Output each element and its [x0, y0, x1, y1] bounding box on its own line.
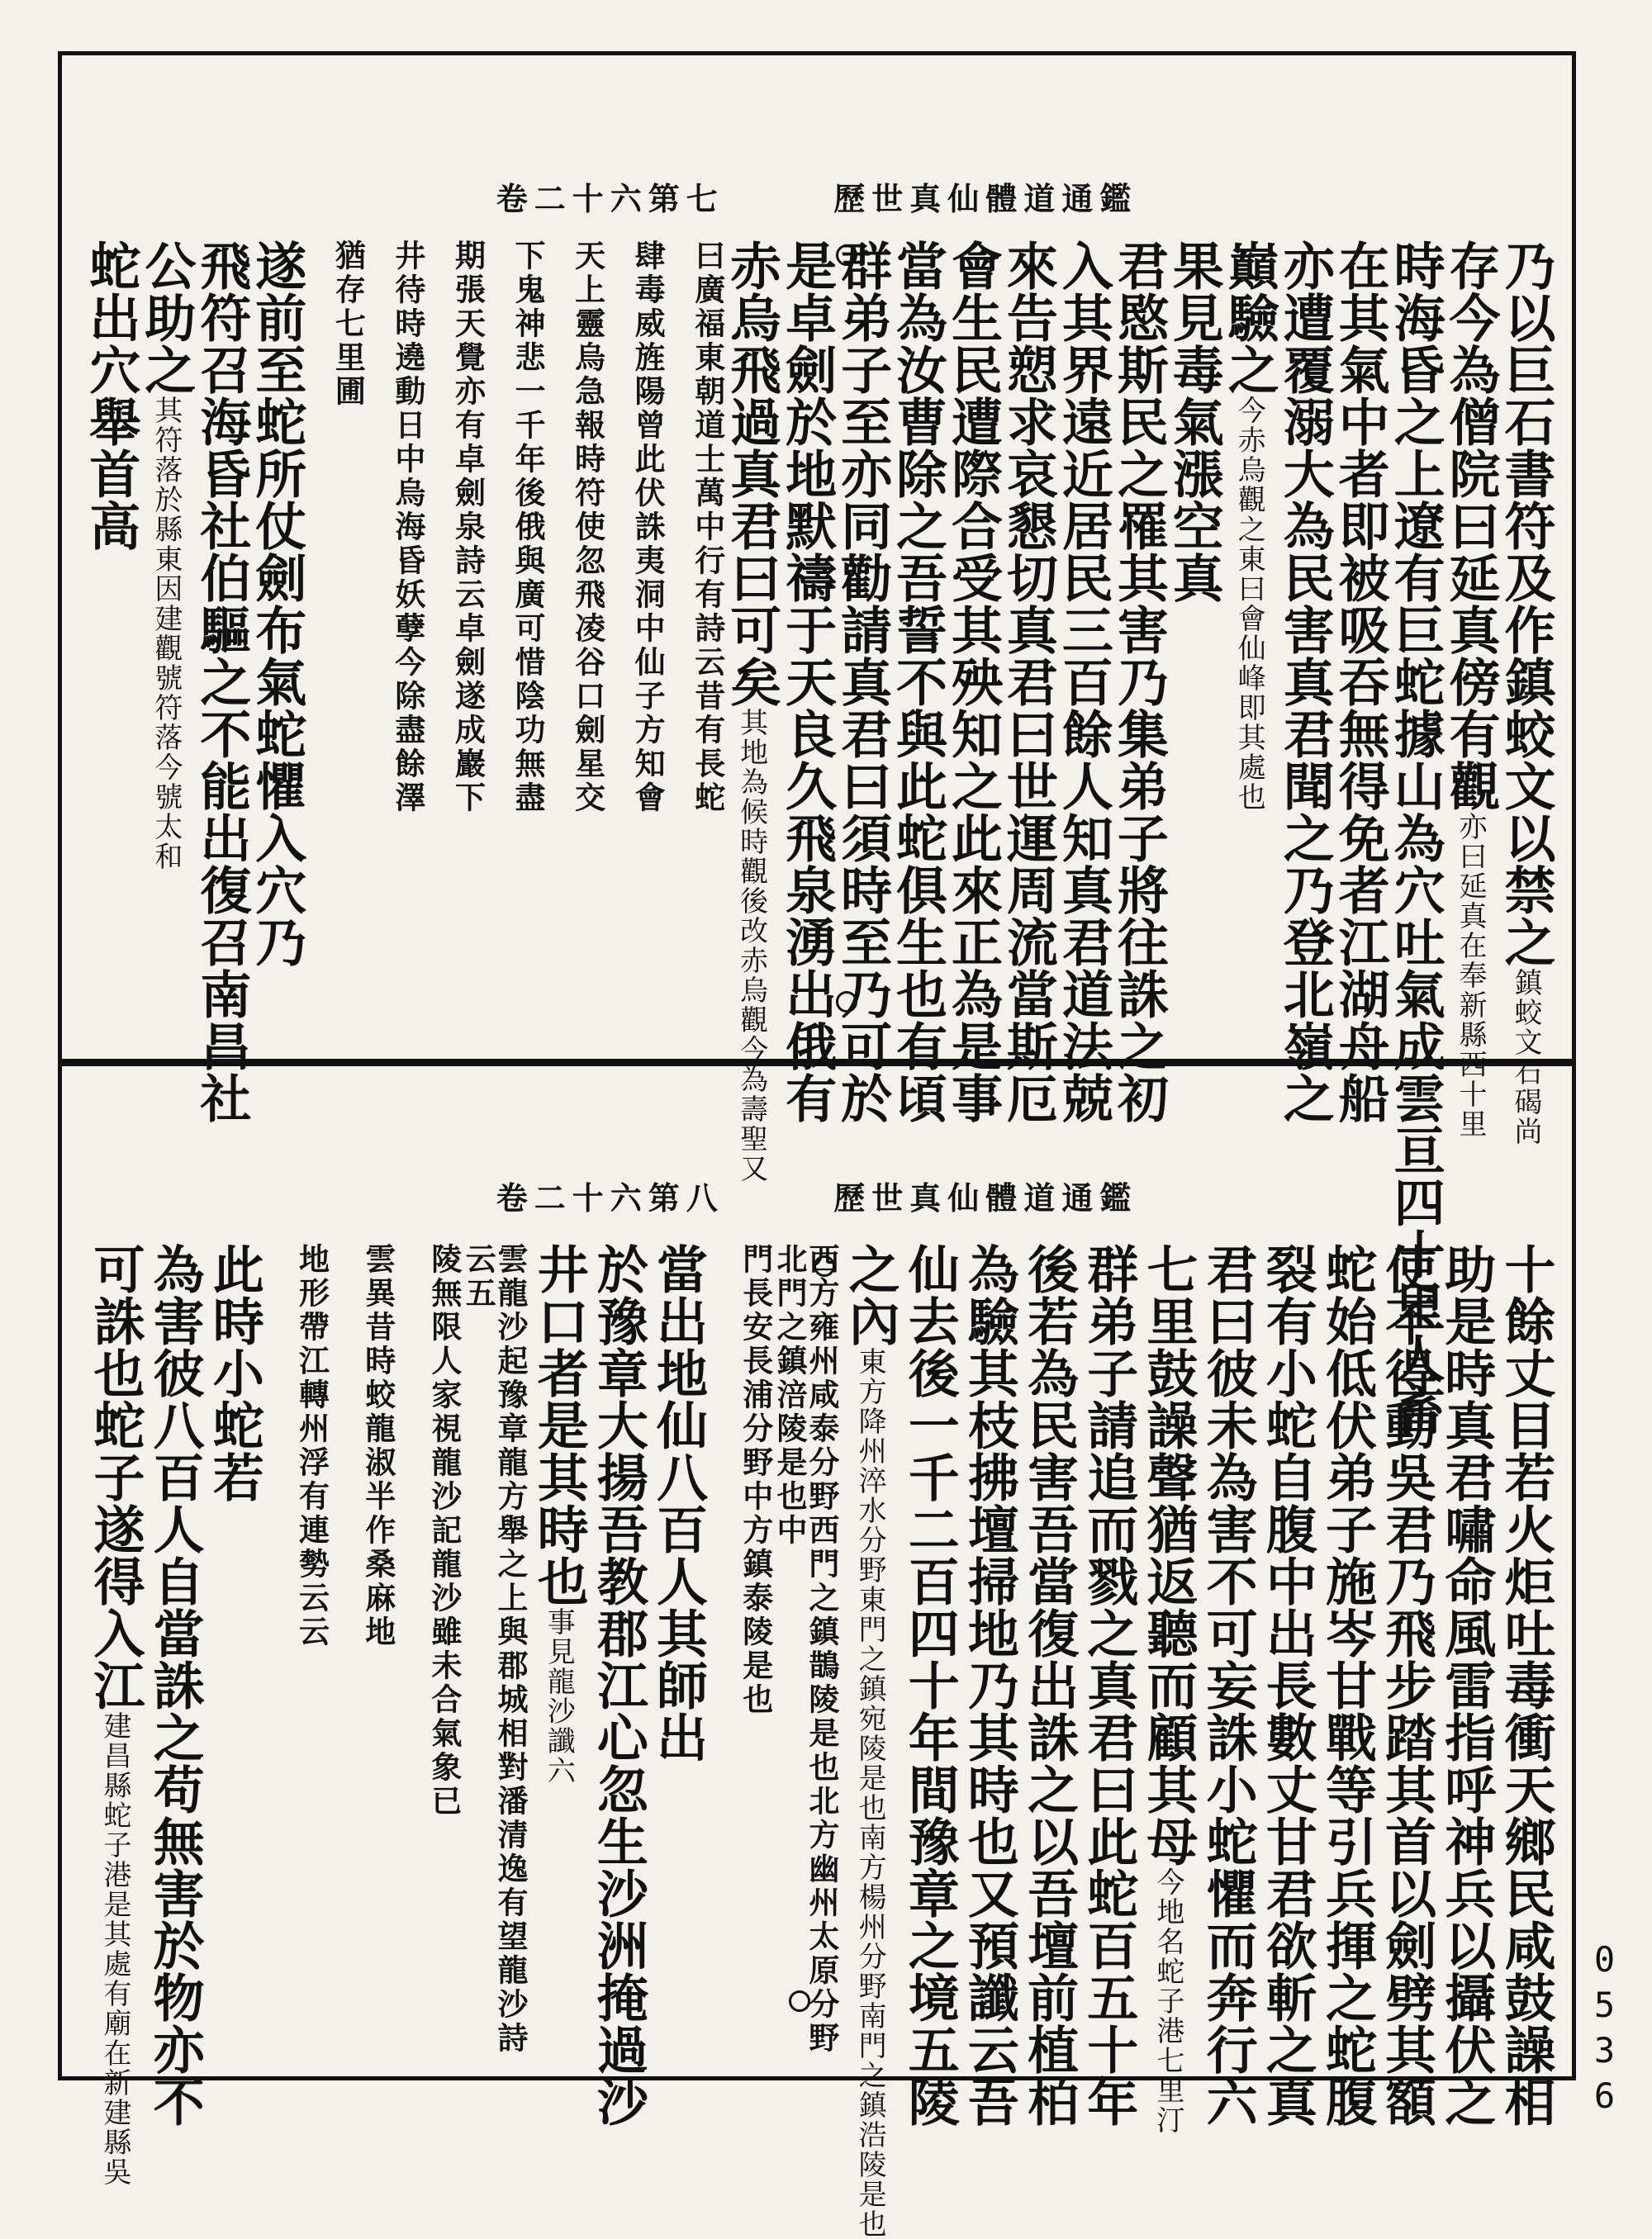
bottom-volume-label: 卷二十六第八 [496, 1179, 724, 1217]
main-text: 為驗其枝拂壇掃地乃其時也又預讖云吾 [959, 1243, 1020, 2128]
text-column [262, 1243, 328, 2061]
text-column [957, 1243, 1020, 2128]
text-column [776, 240, 838, 1124]
main-text: 當出地仙八百人其師出 [648, 1243, 709, 1763]
main-text: 君愍斯民之罹其害乃集弟子將往誅之初 [1108, 240, 1170, 1124]
main-text: 亦遭覆溺大為民害真君聞之乃登北嶺之 [1275, 240, 1336, 1124]
main-text: 赤烏飛過真君曰可矣 [721, 240, 782, 708]
top-volume-label: 卷二十六第七 [496, 180, 724, 217]
text-column [1108, 240, 1170, 1124]
annotation-note: 今赤烏觀之東曰會仙峰即其處也 [1232, 396, 1266, 812]
text-column [887, 240, 948, 1124]
main-text: 時海昏之上遼有巨蛇據山為穴吐氣成雲亘四十里人畜 [1385, 240, 1446, 1436]
text-column [1275, 240, 1336, 1124]
main-text: 君曰彼未為害不可妄誅小蛇懼而奔行六 [1198, 1243, 1259, 2128]
annotation-note: 鎮蛟文石碣尚 [1509, 968, 1542, 1146]
main-text: 公助之 [135, 240, 197, 396]
text-column [1374, 1243, 1437, 2128]
annotation-note: 事見龍沙讖六 [542, 1607, 576, 1786]
annotation-note: 期張天覺亦有卓劍泉詩云卓劍遂成巖下 [449, 240, 487, 815]
text-column [1164, 240, 1225, 1032]
main-text: 之內 [840, 1243, 901, 1347]
main-text: 乃以巨石書符及作鎮蛟文以禁之 [1496, 240, 1556, 968]
main-text: 是卓劍於地默禱于天良久飛泉湧出俄有 [776, 240, 838, 1124]
main-text: 此時小蛇若 [204, 1243, 265, 1503]
text-column [897, 1243, 961, 2128]
annotation-note: 井待時遶動日中烏海昏妖孽今除盡餘澤 [389, 240, 426, 815]
text-column [83, 1243, 145, 2187]
main-text: 為害彼八百人自當誅之苟無害於物亦不 [145, 1243, 206, 2128]
main-text: 十餘丈目若火炬吐毒衝天鄉民咸鼓譟相 [1495, 1243, 1556, 2128]
text-column [1441, 240, 1502, 1139]
text-column [1496, 240, 1556, 1146]
text-column [526, 1243, 590, 2061]
text-column [1255, 1243, 1318, 2128]
main-text: 蛇出穴舉首高 [80, 240, 141, 552]
main-text: 後若為民害吾當復出誅之以吾壇前植柏 [1018, 1243, 1080, 2128]
main-text: 果見毒氣漲空真 [1164, 240, 1225, 604]
text-column [942, 240, 1004, 1124]
annotation-note: 天上靈烏急報時符使忽飛凌谷口劍星交 [569, 240, 606, 815]
text-column [663, 240, 724, 1032]
text-column [586, 1243, 649, 2128]
top-running-head [58, 173, 1576, 219]
text-column [135, 240, 197, 1032]
text-column [202, 1243, 265, 2061]
page-number: 0536 [1584, 1939, 1625, 2121]
text-column [721, 240, 782, 1184]
main-text: 飛符召海昏社伯驅之不能出復召南昌社 [191, 240, 252, 1124]
text-column [1017, 1243, 1080, 2128]
main-text: 使不得動吳君乃飛步踏其首以劍劈其額 [1376, 1243, 1437, 2128]
main-text: 七里鼓譟聲猶返聽而顧其母 [1137, 1243, 1199, 1867]
text-column [771, 1243, 838, 2061]
text-column [544, 240, 604, 1032]
main-text: 群弟子請追而戮之真君曰此蛇百五十年 [1078, 1243, 1139, 2128]
section-circle-mark [836, 244, 857, 266]
main-text: 裂有小蛇自腹中出長數丈甘君欲斬之真 [1257, 1243, 1318, 2128]
text-column [80, 240, 141, 1032]
annotation-note: 西方雍州咸泰分野西門之鎮鵲陵是也北方幽州太原分野北門之鎮涪陵是也中 [771, 1243, 840, 2056]
text-column [246, 240, 307, 1032]
text-column [1219, 240, 1280, 1032]
text-column [1385, 240, 1446, 1436]
main-text: 巔驗之 [1219, 240, 1280, 396]
text-column [460, 1243, 529, 2061]
top-book-title: 歷世真仙體道通鑑 [833, 180, 1138, 217]
text-column [1493, 1243, 1556, 2128]
main-text: 仙去後一千二百四十年間豫章之境五陵 [900, 1243, 961, 2128]
main-text: 可誅也蛇子遂得入江 [85, 1243, 145, 1711]
annotation-note: 東方降州淬水分野東門之鎮宛陵是也南方楊州分野南門之鎮浩陵是也 [853, 1347, 887, 2239]
main-text: 在其氣中者即被吸吞無得免者江湖舟船 [1330, 240, 1391, 1124]
annotation-note: 其符落於縣東因建觀號符落今號太和 [149, 396, 183, 871]
text-column [483, 240, 547, 1032]
annotation-note: 猶存七里圃 [330, 240, 367, 409]
annotation-note: 亦曰延真在奉新縣西十里 [1454, 812, 1488, 1139]
text-column [304, 240, 367, 1032]
section-circle-mark [814, 1255, 835, 1277]
text-column [394, 1243, 463, 2061]
main-text: 存今為僧院曰延真傍有觀 [1441, 240, 1502, 812]
main-text: 會生民遭際合受其殃知之此來正為是事 [942, 240, 1004, 1124]
text-column [1076, 1243, 1139, 2128]
main-text: 井口者是其時也 [529, 1243, 590, 1607]
text-column [1330, 240, 1391, 1124]
annotation-note: 地形帶江轉州浮有連勢云云 [293, 1243, 330, 1649]
text-column [604, 240, 667, 1032]
annotation-note: 雲異昔時蛟龍淑半作桑麻地 [359, 1243, 396, 1649]
text-column [1314, 1243, 1378, 2128]
main-text: 當為汝曹除之吾誓不與此蛇俱生也有頃 [887, 240, 948, 1124]
main-text: 群弟子至亦同勸請真君曰須時至乃可於 [832, 240, 893, 1124]
main-text: 於豫章大揚吾教郡江心忽生沙洲掩過沙 [588, 1243, 649, 2128]
annotation-note: 雲龍沙起豫章龍方舉之上與郡城相對潘清逸有望龍沙詩云五 [460, 1243, 529, 2056]
main-text: 助是時真君嘯命風雷指呼神兵以攝伏之 [1436, 1243, 1497, 2128]
annotation-note: 其地為候時觀後改赤烏觀今為壽聖又 [734, 708, 768, 1184]
annotation-note: 建昌縣蛇子港是其處有廟在新建縣吳 [98, 1711, 131, 2187]
text-column [838, 1243, 901, 2239]
annotation-note: 曰廣福東朝道士萬中行有詩云昔有長蛇 [689, 240, 726, 815]
text-column [1136, 1243, 1199, 2135]
annotation-note: 門長安長浦分野中方鎮泰陵是也 [737, 1243, 774, 1717]
text-column [328, 1243, 394, 2061]
text-column [1053, 240, 1114, 1124]
main-text: 遂前至蛇所仗劍布氣蛇懼入穴乃 [246, 240, 307, 968]
annotation-note: 陵無限人家視龍沙記龍沙雖未合氣象已 [425, 1243, 463, 1819]
section-circle-mark [789, 1990, 810, 2012]
text-column [363, 240, 424, 1032]
text-column [705, 1243, 774, 2061]
text-column [424, 240, 487, 1032]
text-column [998, 240, 1059, 1124]
text-column [191, 240, 252, 1124]
main-text: 蛇始低伏弟子施岑甘戰等引兵揮之蛇腹 [1317, 1243, 1378, 2128]
section-circle-mark [836, 991, 857, 1013]
annotation-note: 今地名蛇子港七里汀 [1151, 1867, 1184, 2135]
annotation-note: 肆毒威旌陽曾此伏誅夷洞中仙子方知會 [629, 240, 667, 815]
text-column [832, 240, 893, 1124]
main-text: 來告愬求哀懇切真君曰世運周流當斯厄 [998, 240, 1059, 1124]
bottom-book-title: 歷世真仙體道通鑑 [833, 1179, 1138, 1217]
text-column [646, 1243, 709, 2061]
bottom-text-columns [83, 1243, 1556, 2239]
text-column [1434, 1243, 1497, 2128]
text-column [142, 1243, 206, 2128]
text-column [1195, 1243, 1259, 2128]
main-text: 入其界遠近居民三百餘人知真君道法兢 [1053, 240, 1114, 1124]
bottom-running-head [58, 1173, 1576, 1218]
annotation-note: 下鬼神悲一千年後俄與廣可惜陰功無盡 [510, 240, 547, 815]
